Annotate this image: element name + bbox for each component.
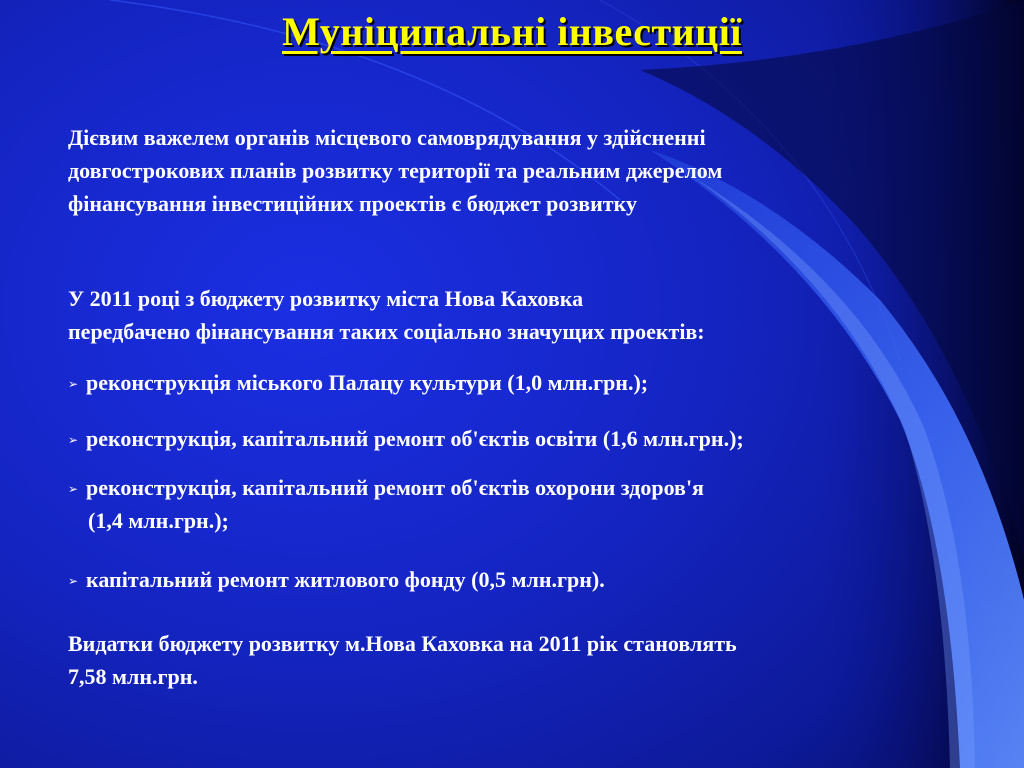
intro-line-3: фінансування інвестиційних проектів є бюджет розвитку <box>68 191 637 216</box>
bullet-text: реконструкція, капітальний ремонт об'єктів освіти (1,6 млн.грн.); <box>86 426 744 451</box>
bullet-item-3-continuation: (1,4 млн.грн.); <box>88 508 229 533</box>
expenses-paragraph <box>68 627 737 693</box>
arrow-bullet-icon: ➢ <box>68 574 79 588</box>
projects-intro-paragraph <box>68 282 705 348</box>
bullet-text: реконструкція міського Палацу культури (1,0 млн.грн.); <box>86 370 649 395</box>
arrow-bullet-icon: ➢ <box>68 377 79 391</box>
bullet-text: реконструкція, капітальний ремонт об'єктів охорони здоров'я <box>86 475 704 500</box>
intro-paragraph <box>68 121 722 220</box>
arrow-bullet-icon: ➢ <box>68 433 79 447</box>
projects-intro-line-2: передбачено фінансування таких соціально значущих проектів: <box>68 319 705 344</box>
bullet-item-4 <box>68 563 605 598</box>
intro-line-2: довгострокових планів розвитку території та реальним джерелом <box>68 158 723 183</box>
projects-intro-line-1: У 2011 році з бюджету розвитку міста Нова Каховка <box>68 286 584 311</box>
slide-title: Муніципальні інвестиції <box>282 9 742 54</box>
arrow-bullet-icon: ➢ <box>68 482 79 496</box>
bullet-item-3 <box>68 471 704 506</box>
bullet-item-2 <box>68 422 744 457</box>
expenses-line-1: Видатки бюджету розвитку м.Нова Каховка на 2011 рік становлять <box>68 631 737 656</box>
bullet-text: капітальний ремонт житлового фонду (0,5 млн.грн). <box>86 567 605 592</box>
expenses-line-2: 7,58 млн.грн. <box>68 664 198 689</box>
bullet-item-1 <box>68 366 648 401</box>
intro-line-1: Дієвим важелем органів місцевого самоврядування у здійсненні <box>68 125 706 150</box>
